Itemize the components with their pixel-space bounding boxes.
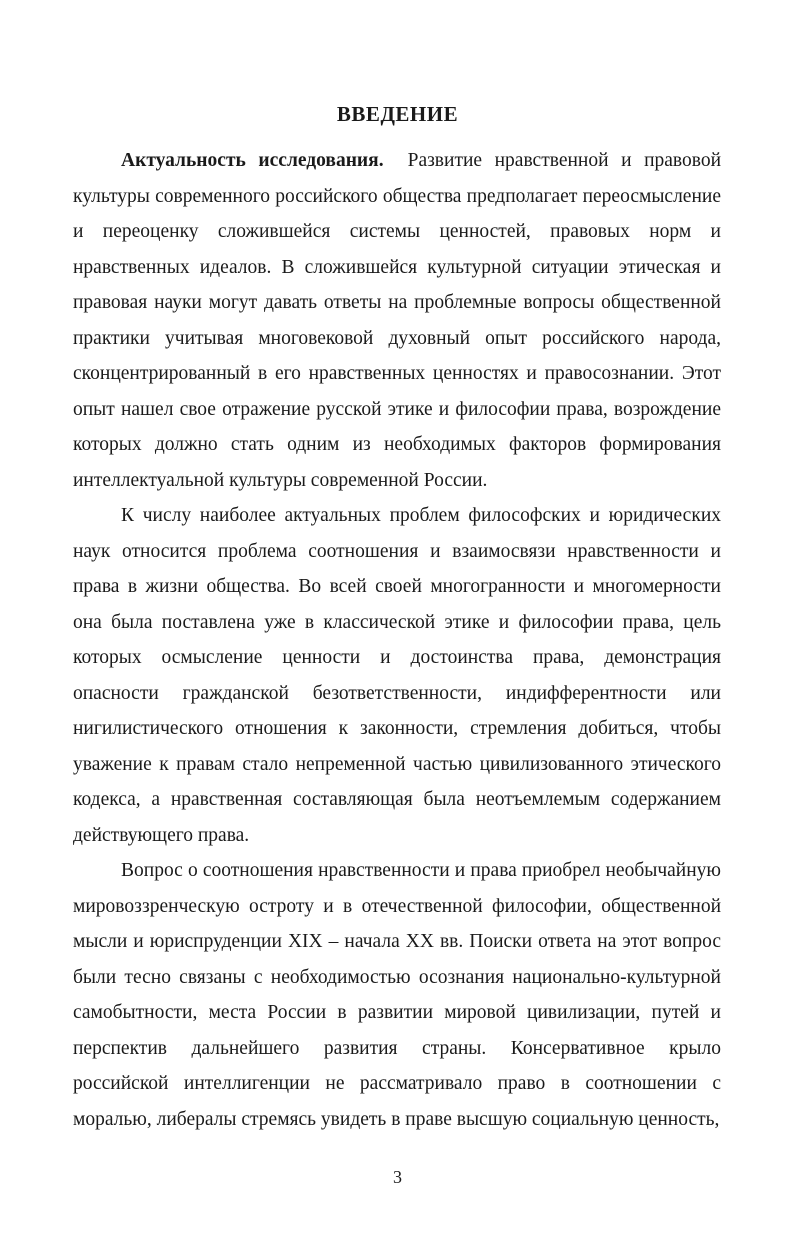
paragraph-3 — [73, 853, 721, 1137]
paragraph-1 — [73, 143, 721, 498]
paragraph-text: Вопрос о соотношения нравственности и права приобрел необычайную мировоззренческую остроту и в отечественной философии, общественной мысли и юриспруденции XIX – начала XX вв. Поиски ответа на этот вопрос были тесно связаны с необходимостью осознания национально-культурной самобытности, места России в развитии мировой цивилизации, путей и перспектив дальнейшего развития страны. Консервативное крыло российской интеллигенции не рассматривало право в соотношении с моралью, либералы стремясь увидеть в праве высшую социальную ценность, — [73, 860, 721, 1130]
paragraph-text: К числу наиболее актуальных проблем философских и юридических наук относится проблема соотношения и взаимосвязи нравственности и права в жизни общества. Во всей своей многогранности и многомерности она была поставлена уже в классической этике и философии права, цель которых осмысление ценности и достоинства права, демонстрация опасности гражданской безответственности, индифферентности или нигилистического отношения к законности, стремления добиться, чтобы уважение к правам стало непременной частью цивилизованного этического кодекса, а нравственная составляющая была неотъемлемым содержанием действующего права. — [73, 505, 721, 846]
body-text — [73, 143, 721, 1137]
paragraph-lead: Актуальность исследования. — [121, 150, 384, 171]
page-title: ВВЕДЕНИЕ — [336, 102, 459, 126]
paragraph-2 — [73, 498, 721, 853]
paragraph-text: Развитие нравственной и правовой культуры современного российского общества предполагает переосмысление и переоценку сложившейся системы ценностей, правовых норм и нравственных идеалов. В сложившейся культурной ситуации этическая и правовая науки могут давать ответы на проблемные вопросы общественной практики учитывая многовековой духовный опыт российского народа, сконцентрированный в его нравственных ценностях и правосознании. Этот опыт нашел свое отражение русской этике и философии права, возрождение которых должно стать одним из необходимых факторов формирования интеллектуальной культуры современной России. — [73, 150, 722, 491]
page-number: 3 — [393, 1167, 402, 1187]
